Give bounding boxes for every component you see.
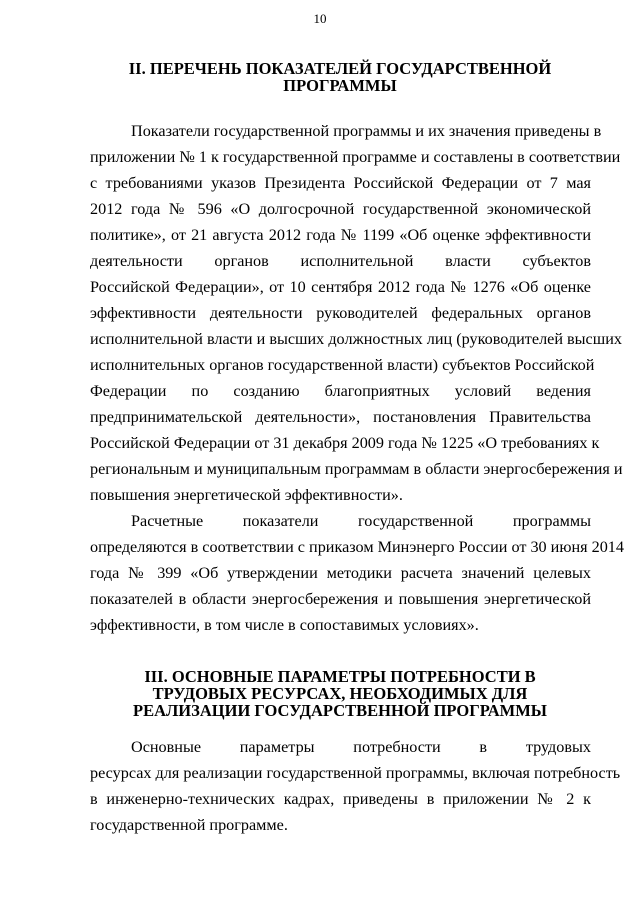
paragraph-line: определяются в соответствии с приказом Минэнерго России от 30 июня 2014: [90, 538, 624, 556]
paragraph-line: исполнительных органов государственной власти) субъектов Российской: [90, 356, 595, 374]
paragraph-line: эффективности, в том числе в сопоставимых условиях».: [90, 616, 479, 634]
section-2-title: [90, 60, 590, 94]
paragraph-line: в инженерно-технических кадрах, приведены в приложении № 2 к: [90, 790, 591, 808]
section-3-paragraph-1: [90, 734, 621, 838]
paragraph-line: политике», от 21 августа 2012 года № 1199 «Об оценке эффективности: [90, 226, 591, 244]
section-3-title-line: III. ОСНОВНЫЕ ПАРАМЕТРЫ ПОТРЕБНОСТИ В: [144, 667, 536, 686]
paragraph-line: государственной программе.: [90, 816, 288, 834]
paragraph-line: предпринимательской деятельности», постановления Правительства: [90, 408, 591, 426]
paragraph-line: эффективности деятельности руководителей федеральных органов: [90, 304, 591, 322]
paragraph-line: Федерации по созданию благоприятных условий ведения: [90, 382, 591, 400]
paragraph-line: Основные параметры потребности в трудовых: [131, 738, 591, 756]
paragraph-line: 2012 года № 596 «О долгосрочной государственной экономической: [90, 200, 591, 218]
paragraph-line: Российской Федерации», от 10 сентября 2012 года № 1276 «Об оценке: [90, 278, 591, 296]
paragraph-line: показателей в области энергосбережения и повышения энергетической: [90, 590, 591, 608]
section-3-title: [90, 668, 590, 719]
section-2-paragraph-1: [90, 118, 623, 508]
section-2-title-line: II. ПЕРЕЧЕНЬ ПОКАЗАТЕЛЕЙ ГОСУДАРСТВЕННОЙ: [128, 59, 552, 78]
paragraph-line: региональным и муниципальным программам в области энергосбережения и: [90, 460, 623, 478]
section-2-paragraph-2: [90, 508, 624, 638]
paragraph-line: ресурсах для реализации государственной программы, включая потребность: [90, 764, 621, 782]
page-number: 10: [313, 11, 327, 26]
paragraph-line: деятельности органов исполнительной власти субъектов: [90, 252, 591, 270]
paragraph-line: исполнительной власти и высших должностных лиц (руководителей высших: [90, 330, 622, 348]
paragraph-line: Российской Федерации от 31 декабря 2009 года № 1225 «О требованиях к: [90, 434, 600, 452]
section-3-title-line: ТРУДОВЫХ РЕСУРСАХ, НЕОБХОДИМЫХ ДЛЯ: [152, 684, 528, 703]
paragraph-line: Показатели государственной программы и их значения приведены в: [131, 122, 602, 140]
paragraph-line: года № 399 «Об утверждении методики расчета значений целевых: [90, 564, 591, 582]
section-2-title-line: ПРОГРАММЫ: [283, 76, 397, 95]
section-3-title-line: РЕАЛИЗАЦИИ ГОСУДАРСТВЕННОЙ ПРОГРАММЫ: [133, 701, 547, 720]
paragraph-line: повышения энергетической эффективности».: [90, 486, 403, 504]
paragraph-line: Расчетные показатели государственной программы: [131, 512, 591, 530]
paragraph-line: с требованиями указов Президента Российской Федерации от 7 мая: [90, 174, 591, 192]
paragraph-line: приложении № 1 к государственной программе и составлены в соответствии: [90, 148, 621, 166]
